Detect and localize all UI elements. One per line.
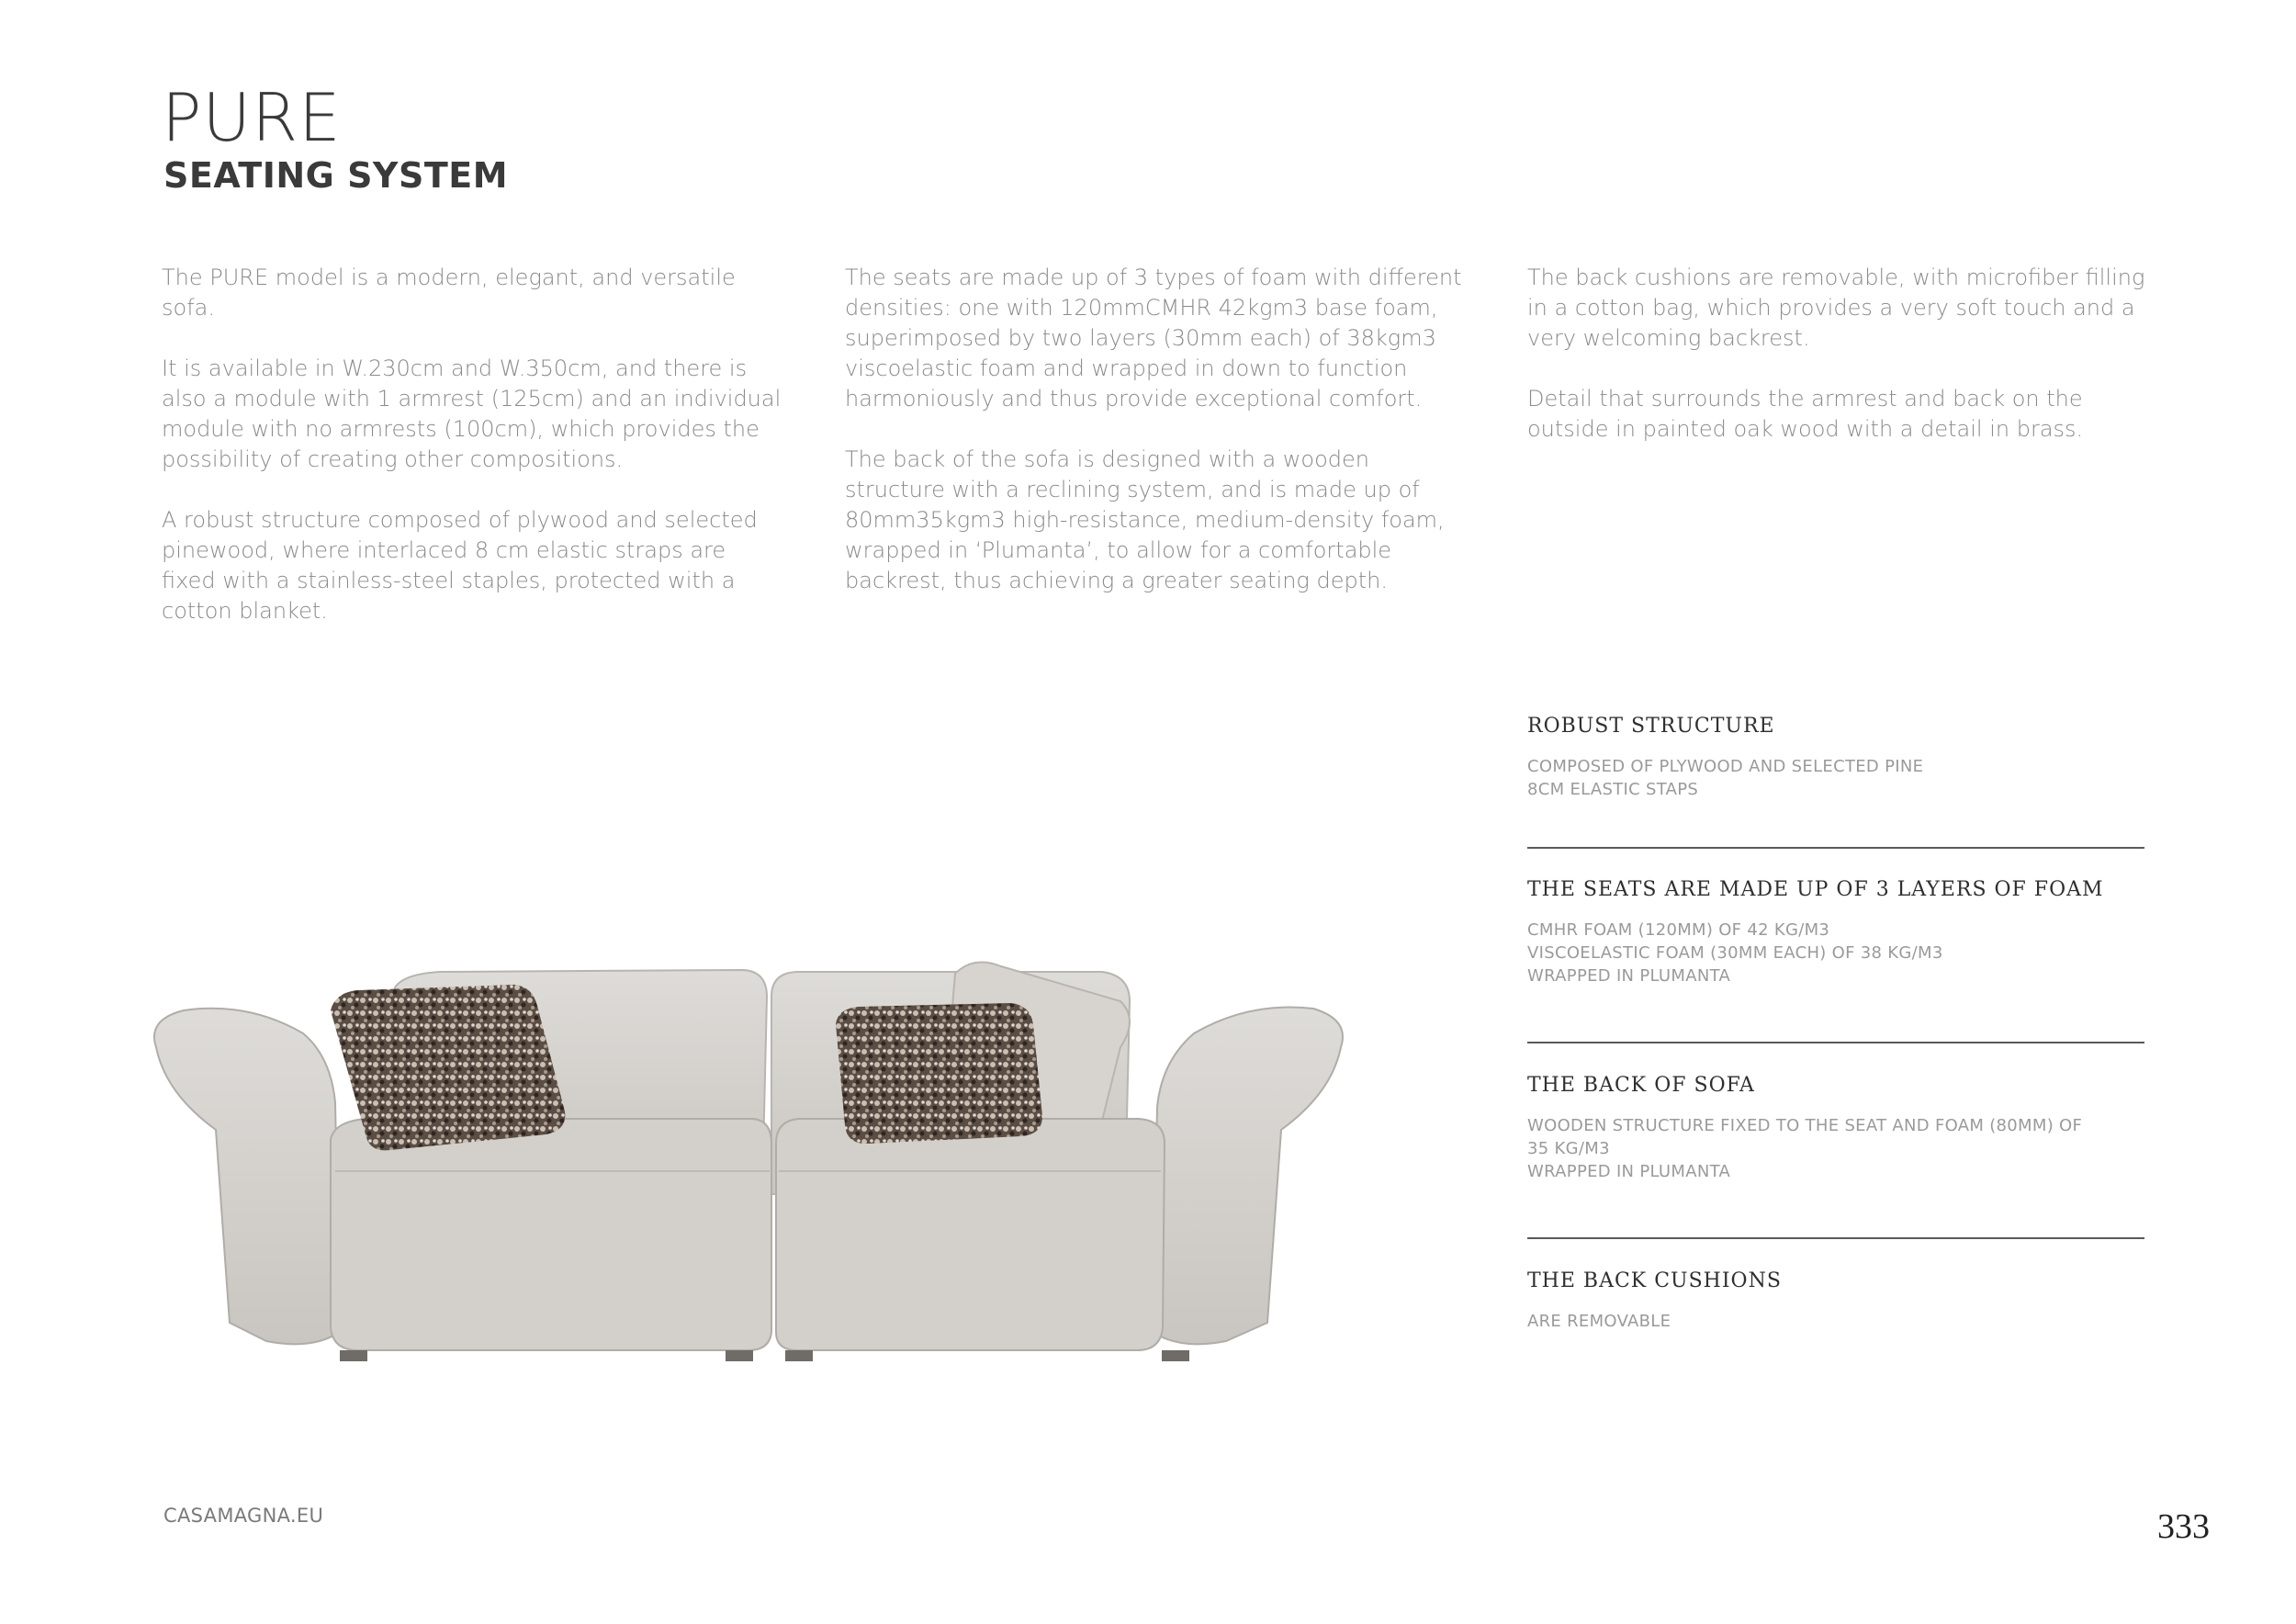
spec-line: WRAPPED IN PLUMANTA <box>1527 966 1731 986</box>
spec-line: WOODEN STRUCTURE FIXED TO THE SEAT AND FOAM (80MM) OF <box>1527 1116 2083 1135</box>
spec-line: COMPOSED OF PLYWOOD AND SELECTED PINE <box>1527 757 1924 776</box>
spec-line: CMHR FOAM (120MM) OF 42 KG/M3 <box>1527 920 1830 940</box>
spec-back-cushions <box>1527 1271 2144 1333</box>
spec-heading: THE BACK OF SOFA <box>1527 1074 1755 1097</box>
spec-seats-foam <box>1527 880 2144 987</box>
page-number: 333 <box>2157 1507 2210 1546</box>
paragraph: Detail that surrounds the armrest and back on the outside in painted oak wood with a detail in brass. <box>1527 386 2084 442</box>
spec-heading: THE SEATS ARE MADE UP OF 3 LAYERS OF FOAM <box>1527 878 2104 901</box>
spec-line: 8CM ELASTIC STAPS <box>1527 780 1699 799</box>
divider <box>1527 1042 2144 1043</box>
spec-heading: ROBUST STRUCTURE <box>1527 715 1775 738</box>
page-subtitle: SEATING SYSTEM <box>163 155 509 196</box>
paragraph: It is available in W.230cm and W.350cm, and there is also a module with 1 armrest (125cm) and an individual module with no armrests (100cm), which provides the possibility of creating other compositions. <box>162 355 782 472</box>
spec-robust-structure <box>1527 716 2144 801</box>
spec-line: 35 KG/M3 <box>1527 1139 1610 1158</box>
text-column-2 <box>845 263 1469 626</box>
footer-website: CASAMAGNA.EU <box>163 1505 324 1527</box>
paragraph: The PURE model is a modern, elegant, and versatile sofa. <box>162 265 736 321</box>
spec-heading: THE BACK CUSHIONS <box>1527 1269 1782 1292</box>
sofa-image <box>129 946 1396 1378</box>
spec-line: VISCOELASTIC FOAM (30MM EACH) OF 38 KG/M3 <box>1527 943 1943 963</box>
paragraph: The back cushions are removable, with microfiber filling in a cotton bag, which provides a very soft touch and a very welcoming backrest. <box>1527 265 2145 351</box>
divider <box>1527 1237 2144 1239</box>
paragraph: The seats are made up of 3 types of foam with different densities: one with 120mmCMHR 42kgm3 base foam, superimposed by two layers (30mm each) of 38kgm3 viscoelastic foam and wrapped in down to function harmoniously and thus provide exceptional comfort. <box>845 265 1462 412</box>
page-title: PURE <box>162 79 342 156</box>
text-column-3 <box>1527 263 2152 475</box>
paragraph: The back of the sofa is designed with a wooden structure with a reclining system, and is made up of 80mm35kgm3 high-resistance, medium-density foam, wrapped in ‘Plumanta’, to allow for a comfortable backrest, thus achieving a greater seating depth. <box>845 446 1445 593</box>
spec-line: ARE REMOVABLE <box>1527 1312 1671 1331</box>
divider <box>1527 847 2144 849</box>
paragraph: A robust structure composed of plywood and selected pinewood, where interlaced 8 cm elastic straps are fixed with a stainless-steel staples, protected with a cotton blanket. <box>162 507 758 624</box>
spec-line: WRAPPED IN PLUMANTA <box>1527 1162 1731 1181</box>
text-column-1 <box>162 263 786 657</box>
spec-back-of-sofa <box>1527 1076 2144 1183</box>
